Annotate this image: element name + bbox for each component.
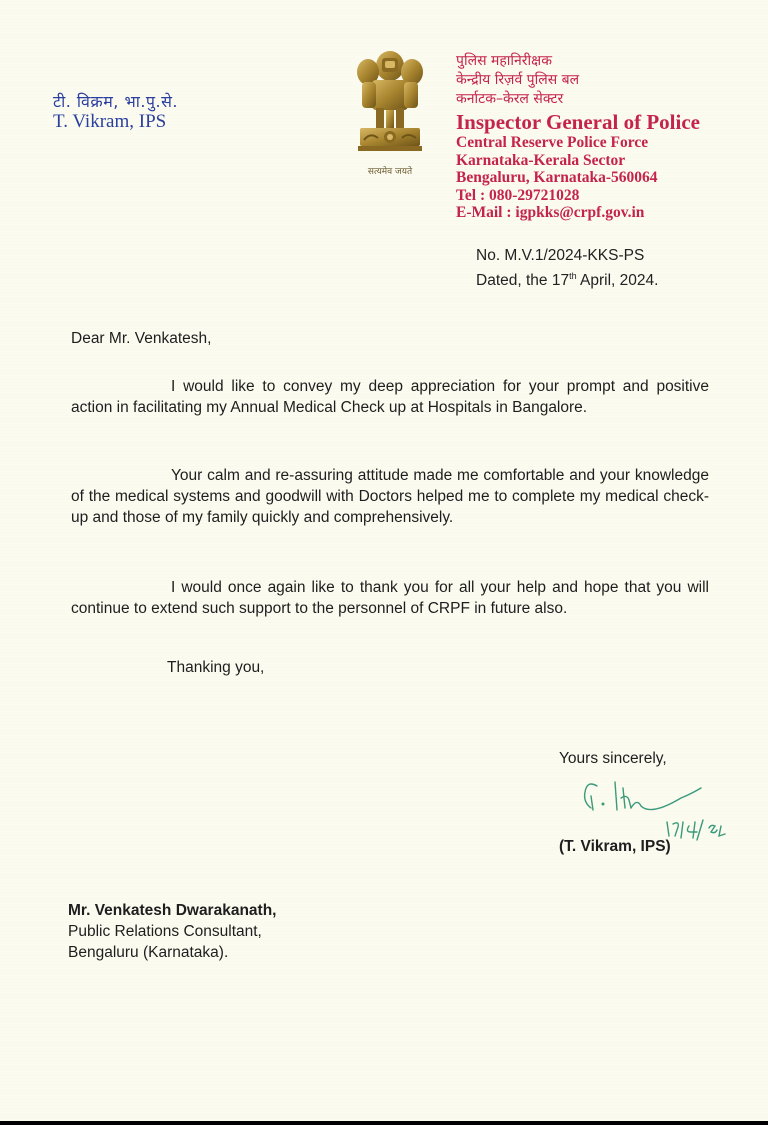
salutation: Dear Mr. Venkatesh, [71,330,212,347]
thanking-line: Thanking you, [167,659,265,676]
sender-name-english: T. Vikram, IPS [53,111,167,132]
recipient-name: Mr. Venkatesh Dwarakanath, [68,902,277,919]
letterhead-title: Inspector General of Police [456,110,700,134]
date-rest: April, 2024. [576,272,659,290]
letterhead-tel: Tel : 080-29721028 [456,186,580,204]
closing-line: Yours sincerely, [559,750,667,767]
letterhead-hindi-line-2: केन्द्रीय रिज़र्व पुलिस बल [456,72,580,88]
sender-name-block [53,92,178,132]
handwritten-signature-icon [575,768,745,848]
signer-name: (T. Vikram, IPS) [559,838,671,855]
reference-number: No. M.V.1/2024-KKS-PS [476,247,645,264]
date-ordinal: th [569,271,577,281]
reference-date [476,266,658,291]
national-emblem-icon [350,48,430,180]
sender-name-hindi: टी. विक्रम, भा.पु.से. [53,92,179,111]
date-prefix: Dated, the 17 [476,272,570,290]
recipient-block [68,900,276,963]
paragraph-3: I would once again like to thank you for all your help and hope that you will continue to extend such support to the personnel of CRPF in future also. [71,579,709,617]
reference-block [476,245,658,291]
emblem-motto: सत्यमेव जयते [367,167,413,177]
recipient-location: Bengaluru (Karnataka). [68,944,229,961]
letterhead-hindi-line-3: कर्नाटक–केरल सेक्टर [456,91,564,107]
letterhead-hindi-line-1: पुलिस महानिरीक्षक [456,53,552,69]
letterhead-email: E-Mail : igpkks@crpf.gov.in [456,204,645,221]
letterhead-org: Central Reserve Police Force [456,134,649,151]
letterhead-sector: Karnataka-Kerala Sector [456,151,626,169]
letterhead-address: Bengaluru, Karnataka-560064 [456,169,658,186]
letterhead [456,52,700,222]
recipient-title: Public Relations Consultant, [68,923,262,940]
paragraph-2: Your calm and re-assuring attitude made me comfortable and your knowledge of the medical systems and goodwill with Doctors helped me to complete my medical check-up and those of my family quickly and comprehensively. [71,467,709,526]
paragraph-1: I would like to convey my deep appreciation for your prompt and positive action in facilitating my Annual Medical Check up at Hospitals in Bangalore. [71,378,709,416]
